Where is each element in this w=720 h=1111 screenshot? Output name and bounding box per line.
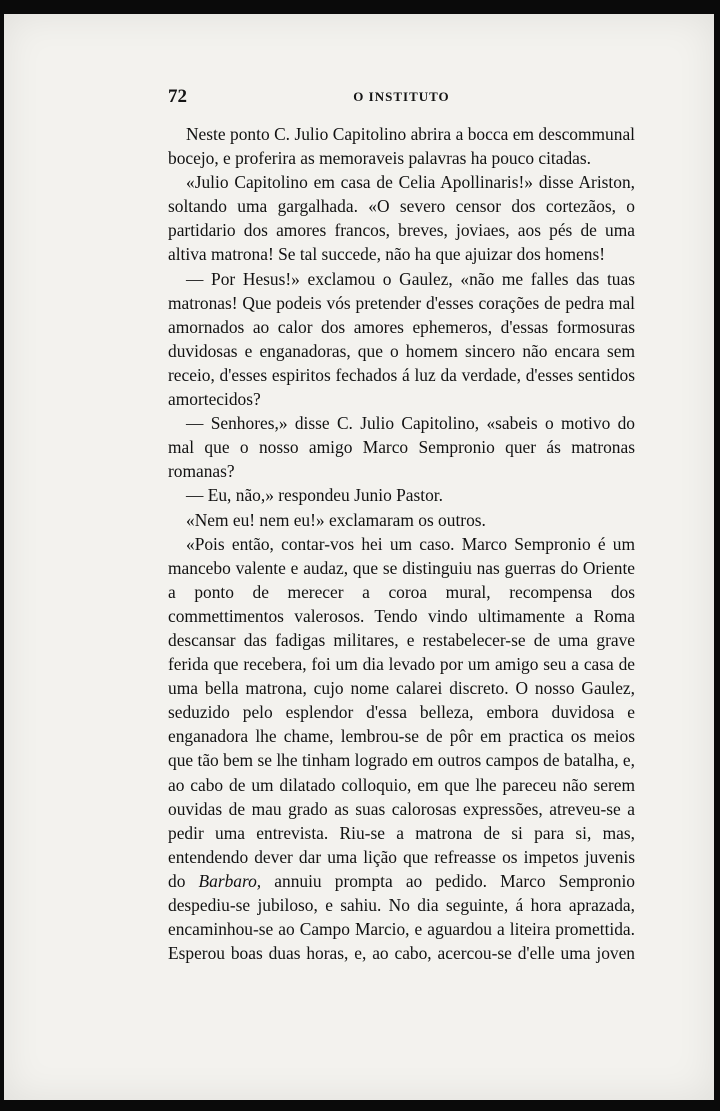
paragraph: «Julio Capitolino em casa de Celia Apollinaris!» disse Ariston, soltando uma gargalhada. «O severo censor dos cortezãos, o partidario dos amores francos, breves, joviaes, aos pés de uma altiva matrona! Se tal succede, não ha que ajuizar dos homens! (168, 172, 635, 265)
body-text (168, 122, 635, 965)
paragraph: Neste ponto C. Julio Capitolino abrira a bocca em descommunal bocejo, e proferira as memoraveis palavras ha pouco citadas. (168, 124, 635, 169)
page-header (168, 86, 635, 108)
paragraph: — Senhores,» disse C. Julio Capitolino, «sabeis o motivo do mal que o nosso amigo Marco Sempronio quer ás matronas romanas? (168, 413, 635, 482)
page-number: 72 (168, 86, 187, 107)
italic-word: Barbaro, (198, 870, 262, 891)
paragraph: «Nem eu! nem eu!» exclamaram os outros. (186, 509, 486, 530)
paragraph: — Eu, não,» respondeu Junio Pastor. (186, 485, 443, 506)
paragraph: — Por Hesus!» exclamou o Gaulez, «não me falles das tuas matronas! Que podeis vós pretender d'esses corações de pedra mal amornados ao calor dos amores ephemeros, d'essas formosuras duvidosas e enganadoras, que o homem sincero não encara sem receio, d'esses espiritos fechados á luz da verdade, d'esses sentidos amortecidos? (168, 268, 635, 410)
text-run: «Pois então, contar-vos hei um caso. Marco Sempronio é um mancebo valente e audaz, que se distinguiu nas guerras do Oriente a ponto de merecer a coroa mural, recompensa dos commettimentos valerosos. Tendo vindo ultimamente a Roma descansar das fadigas militares, e restabelecer-se de uma grave ferida que recebera, foi um dia levado por um amigo seu a casa de uma bella matrona, cujo nome calarei discreto. O nosso Gaulez, seduzido pelo esplendor d'essa belleza, embora duvidosa e enganadora lhe chame, lembrou-se de pôr em practica os meios que tão bem se lhe tinham logrado em outros campos de batalha, e, ao cabo de um dilatado colloquio, em que lhe pareceu não serem ouvidas de mau grado as suas calorosas expressões, atreveu-se a pedir uma entrevista. Riu-se a matrona de si para si, mas, entendendo dever dar uma lição que refreasse os impetos juvenis do (168, 533, 635, 891)
running-title: O INSTITUTO (353, 89, 450, 104)
text-run: annuiu prompta ao pedido. Marco Sempronio despediu-se jubiloso, e sahiu. No dia seguinte, á hora aprazada, encaminhou-se ao Campo Marcio, e aguardou a liteira promettida. Esperou boas duas horas, e, ao cabo, acercou-se d'elle uma joven (168, 870, 635, 964)
paragraph (168, 532, 635, 966)
